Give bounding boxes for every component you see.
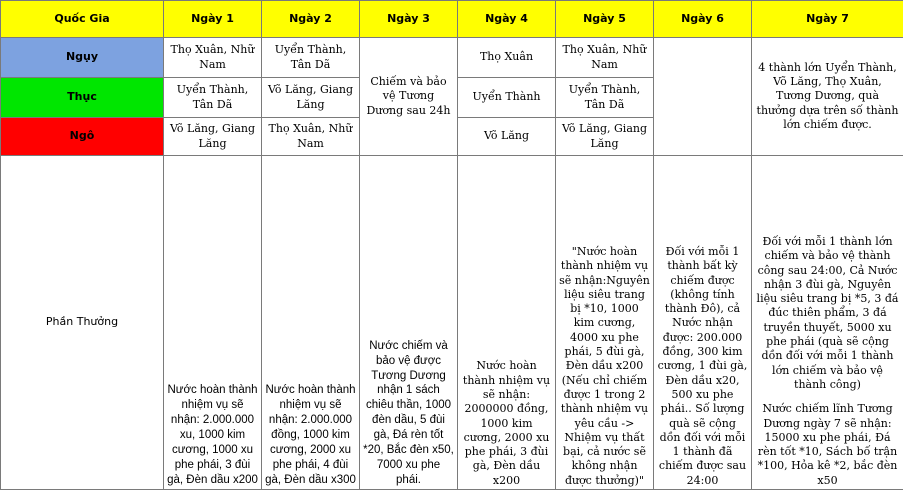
day7-reward-per-city: Đối với mỗi 1 thành lớn chiếm và bảo vệ thành công sau 24:00, Cả Nước nhận 3 đùi gà, Nguyên liệu siêu trang bị *5, 3 đá đúc thiên phẩm, 3 đá truyền thuyết, 5000 xu phe phái (quà sẽ cộng dồn đối với mỗi 1 thành lớn chiếm và bảo vệ thành công): [756, 234, 899, 391]
day5-reward: "Nước hoàn thành nhiệm vụ sẽ nhận:Nguyên liệu siêu trang bị *10, 1000 kim cương, 4000 xu phe phái, 5 đùi gà, Đèn dầu x200 (Nếu chỉ chiếm được 1 trong 2 thành nhiệm vụ yêu cầu -> Nhiệm vụ thất bại, cả nước sẽ không nhận được thưởng)": [556, 156, 654, 490]
day7-reward: [752, 156, 903, 490]
day4-reward: Nước hoàn thành nhiệm vụ sẽ nhận: 2000000 đồng, 1000 kim cương, 2000 xu phe phái, 3 đùi gà, Đèn dầu x200: [458, 156, 556, 490]
day1-nguy-cities: Thọ Xuân, Nhữ Nam: [164, 38, 262, 78]
day5-ngo-cities: Võ Lăng, Giang Lăng: [556, 118, 654, 156]
day7-mission: 4 thành lớn Uyển Thành, Võ Lăng, Thọ Xuân, Tương Dương, quà thưởng dựa trên số thành lớn chiếm được.: [752, 38, 903, 156]
header-day-1: Ngày 1: [164, 1, 262, 38]
row-nguy: [1, 38, 903, 78]
day6-reward: Đối với mỗi 1 thành bất kỳ chiếm được (không tính thành Đô), cả Nước nhận được: 200.000 đồng, 300 kim cương, 1 đùi gà, Đèn dầu x20, 500 xu phe phái.. Số lượng quà sẽ cộng dồn đối với mỗi 1 thành đã chiếm được sau 24:00: [654, 156, 752, 490]
day3-reward: Nước chiếm và bảo vệ được Tương Dương nhận 1 sách chiêu thần, 1000 đèn dầu, 5 đùi gà, Đá rèn tốt *20, Bắc đèn x50, 7000 xu phe phái.: [360, 156, 458, 490]
day7-reward-tuong-duong: Nước chiếm lĩnh Tương Dương ngày 7 sẽ nhận: 15000 xu phe phái, Đá rèn tốt *10, Sách bố trận *100, Hỏa kê *2, bắc đèn x50: [757, 402, 898, 487]
header-day-7: Ngày 7: [752, 1, 903, 38]
reward-label: Phần Thưởng: [1, 156, 164, 490]
row-rewards: [1, 156, 903, 490]
day5-thuc-cities: Uyển Thành, Tân Dã: [556, 78, 654, 118]
day2-thuc-cities: Võ Lăng, Giang Lăng: [262, 78, 360, 118]
header-country: Quốc Gia: [1, 1, 164, 38]
header-day-4: Ngày 4: [458, 1, 556, 38]
header-day-2: Ngày 2: [262, 1, 360, 38]
day4-thuc-cities: Uyển Thành: [458, 78, 556, 118]
day4-nguy-cities: Thọ Xuân: [458, 38, 556, 78]
day6-mission-empty: [654, 38, 752, 156]
day5-nguy-cities: Thọ Xuân, Nhữ Nam: [556, 38, 654, 78]
day2-nguy-cities: Uyển Thành, Tân Dã: [262, 38, 360, 78]
spacer: [755, 392, 900, 402]
faction-thuc: Thục: [1, 78, 164, 118]
day1-ngo-cities: Võ Lăng, Giang Lăng: [164, 118, 262, 156]
header-day-6: Ngày 6: [654, 1, 752, 38]
faction-ngo: Ngô: [1, 118, 164, 156]
day4-ngo-cities: Võ Lăng: [458, 118, 556, 156]
day1-reward: Nước hoàn thành nhiệm vụ sẽ nhận: 2.000.000 xu, 1000 kim cương, 1000 xu phe phái, 3 đùi gà, Đèn dầu x200: [164, 156, 262, 490]
header-day-3: Ngày 3: [360, 1, 458, 38]
day1-thuc-cities: Uyển Thành, Tân Dã: [164, 78, 262, 118]
day2-ngo-cities: Thọ Xuân, Nhữ Nam: [262, 118, 360, 156]
day3-mission: Chiếm và bảo vệ Tương Dương sau 24h: [360, 38, 458, 156]
faction-nguy: Ngụy: [1, 38, 164, 78]
header-day-5: Ngày 5: [556, 1, 654, 38]
day2-reward: Nước hoàn thành nhiệm vụ sẽ nhận: 2.000.000 đồng, 1000 kim cương, 2000 xu phe phái, 4 đùi gà, Đèn dầu x300: [262, 156, 360, 490]
header-row: [1, 1, 903, 38]
